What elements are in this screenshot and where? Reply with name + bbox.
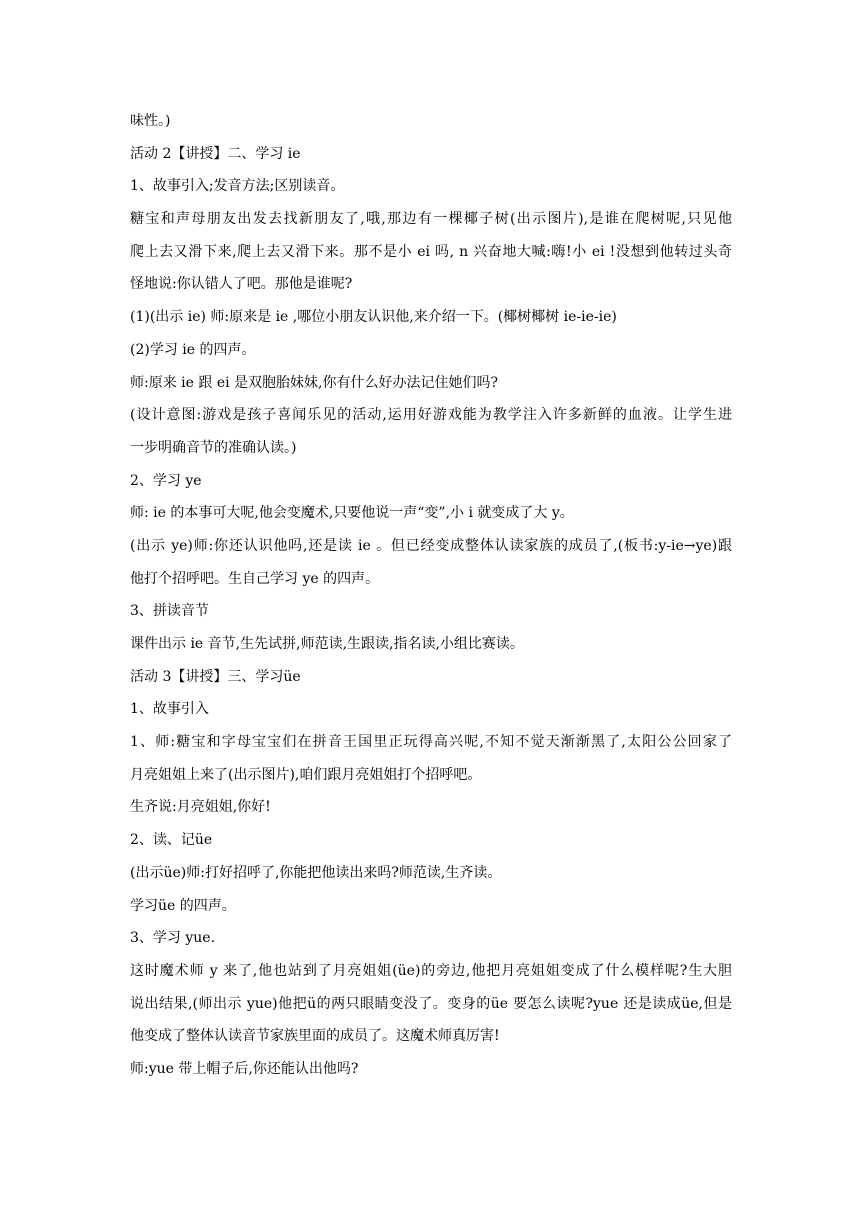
text-line: 月亮姐姐上来了(出示图片),咱们跟月亮姐姐打个招呼吧。 <box>130 766 482 783</box>
document-page <box>130 109 732 1090</box>
text-line: 一步明确音节的准确认读。) <box>130 439 297 456</box>
text-line: (2)学习 ie 的四声。 <box>130 341 256 358</box>
section-heading: 2、读、记üe <box>130 832 213 849</box>
text-line: (出示üe)师:打好招呼了,你能把他读出来吗?师范读,生齐读。 <box>130 864 502 881</box>
section-heading: 2、学习 ye <box>130 472 202 489</box>
text-line: 课件出示 ie 音节,生先试拼,师范读,生跟读,指名读,小组比赛读。 <box>130 636 524 652</box>
text-line: 怪地说:你认错人了吧。那他是谁呢? <box>130 276 353 293</box>
text-line: (出示 ye)师:你还认识他吗,还是读 ie 。但已经变成整体认读家族的成员了,(板书:y-ie→ye)跟 <box>130 537 732 554</box>
text-line: 他打个招呼吧。生自己学习 ye 的四声。 <box>130 570 380 587</box>
text-line: 师: ie 的本事可大呢,他会变魔术,只要他说一声“变”,小 i 就变成了大 y。 <box>130 505 574 522</box>
section-heading: 1、故事引入 <box>130 701 209 718</box>
section-heading: 3、拼读音节 <box>130 603 209 620</box>
text-line: (1)(出示 ie) 师:原来是 ie ,哪位小朋友认识他,来介绍一下。(椰树椰树 ie-ie-ie) <box>130 309 617 326</box>
text-line: 说出结果,(师出示 yue)他把ü的两只眼睛变没了。变身的üe 要怎么读呢?yue 还是读成üe,但是 <box>130 995 732 1012</box>
section-heading: 3、学习 yue. <box>130 930 216 947</box>
text-line: 爬上去又滑下来,爬上去又滑下来。那不是小 ei 吗, n 兴奋地大喊:嗨!小 ei !没想到他转过头奇 <box>130 243 732 260</box>
text-line: 学习üe 的四声。 <box>130 897 236 914</box>
text-line: 生齐说:月亮姐姐,你好! <box>130 799 271 816</box>
text-line: 师:yue 带上帽子后,你还能认出他吗? <box>130 1060 359 1077</box>
activity-heading: 活动 3【讲授】三、学习üe <box>130 668 301 685</box>
text-line: 1、师:糖宝和字母宝宝们在拼音王国里正玩得高兴呢,不知不觉天渐渐黑了,太阳公公回家了 <box>130 734 732 751</box>
text-line: 糖宝和声母朋友出发去找新朋友了,哦,那边有一棵椰子树(出示图片),是谁在爬树呢,只见他 <box>130 211 732 228</box>
text-line: 这时魔术师 y 来了,他也站到了月亮姐姐(üe)的旁边,他把月亮姐姐变成了什么模样呢?生大胆 <box>130 962 732 979</box>
activity-heading: 活动 2【讲授】二、学习 ie <box>130 145 301 162</box>
text-line: 1、故事引入;发音方法;区别读音。 <box>130 178 345 195</box>
text-line: 师:原来 ie 跟 ei 是双胞胎妹妹,你有什么好办法记住她们吗? <box>130 374 498 391</box>
text-line: 他变成了整体认读音节家族里面的成员了。这魔术师真厉害! <box>130 1028 500 1045</box>
text-line: 味性。) <box>130 113 171 129</box>
text-line: (设计意图:游戏是孩子喜闻乐见的活动,运用好游戏能为教学注入许多新鲜的血液。让学生进 <box>130 407 732 424</box>
